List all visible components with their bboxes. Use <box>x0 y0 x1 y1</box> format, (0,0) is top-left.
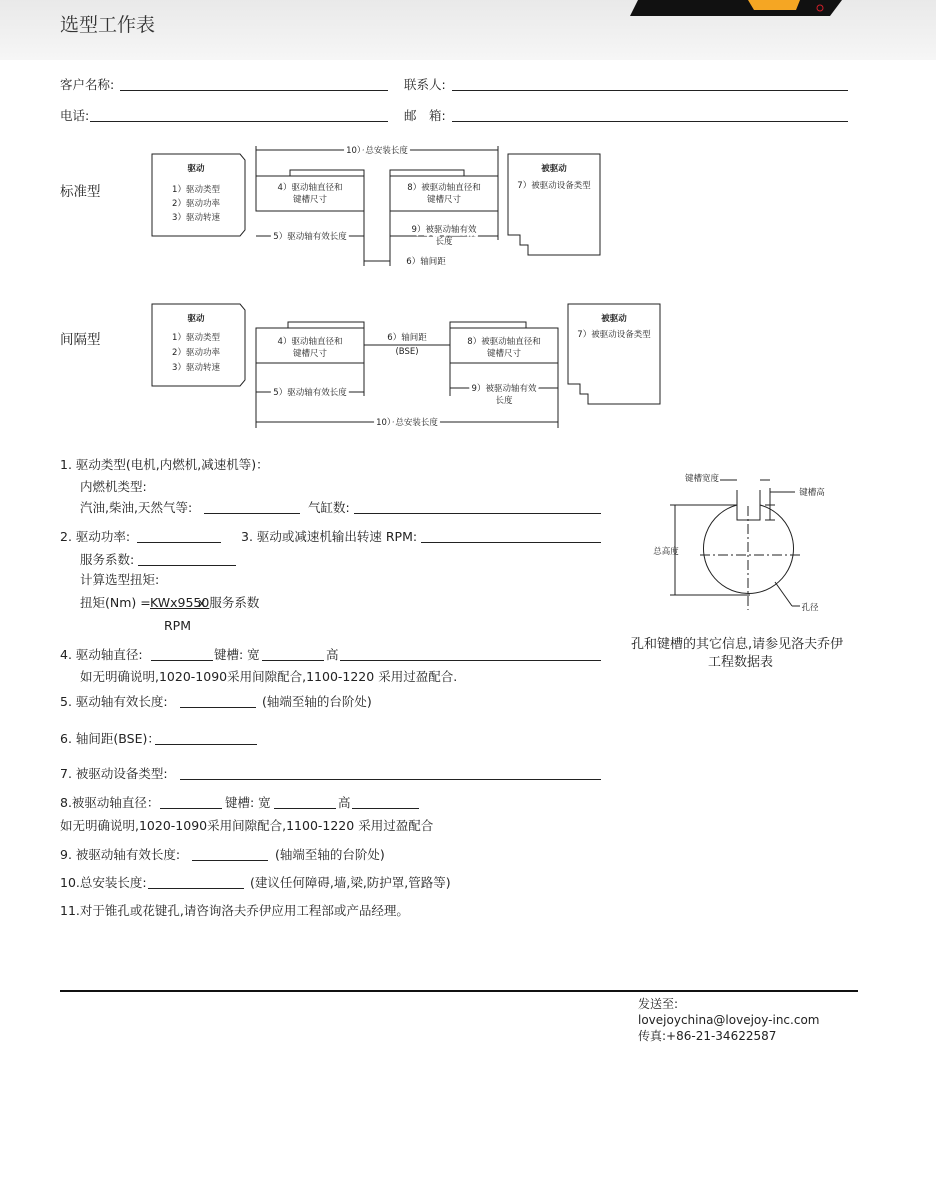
std-bore-driver: 4）驱动轴直径和 <box>277 183 343 193</box>
q3-label: 3. 驱动或减速机输出转速 RPM: <box>241 529 418 544</box>
torque-prefix: 扭矩(Nm) = <box>80 595 151 610</box>
customer-field[interactable] <box>120 90 388 91</box>
standard-type-diagram <box>140 140 620 270</box>
footer-divider <box>60 990 858 992</box>
std-driver-item: 1）驱动类型 <box>172 185 220 195</box>
driven-shaft-length-field[interactable] <box>192 860 268 861</box>
q11-label: 11.对于锥孔或花键孔,请咨询洛夫乔伊应用工程部或产品经理。 <box>60 903 409 918</box>
torque-formula: KWx9550 <box>150 595 210 610</box>
spc-gap: (BSE) <box>395 347 419 357</box>
q8-label: 8.被驱动轴直径： <box>60 795 160 810</box>
q4-key-label: 键槽: 宽 <box>214 647 260 662</box>
std-bore-driven: 8）被驱动轴直径和 <box>407 183 481 193</box>
q9-label: 9. 被驱动轴有效长度: <box>60 847 181 862</box>
spc-driver-item: 3）驱动转速 <box>172 363 220 373</box>
service-factor-label: 服务系数: <box>80 552 135 567</box>
driven-type-field[interactable] <box>180 779 601 780</box>
spc-bore-driver: 键槽尺寸 <box>292 349 328 359</box>
q10-note: (建议任何障碍,墙,梁,防护罩,管路等) <box>250 875 451 890</box>
standard-type-label: 标准型 <box>60 184 101 200</box>
bore-label: 孔径 <box>801 603 819 613</box>
send-to-label: 发送至: <box>638 997 679 1011</box>
q4-high-label: 高 <box>326 647 339 662</box>
email-field[interactable] <box>452 121 848 122</box>
contact-fax: 传真:+86-21-34622587 <box>638 1029 777 1043</box>
spc-driven-shaft-len: 9）被驱动轴有效 <box>471 384 537 394</box>
key-width-label: 键槽宽度 <box>684 474 720 484</box>
torque-rpm: RPM <box>164 618 192 633</box>
phone-label: 电话: <box>60 108 90 123</box>
page-title: 选型工作表 <box>60 14 156 36</box>
spc-driver-item: 1）驱动类型 <box>172 333 220 343</box>
std-driver-item: 2）驱动功率 <box>172 199 220 209</box>
spc-bore-driven: 键槽尺寸 <box>486 349 522 359</box>
std-driver-item: 3）驱动转速 <box>172 213 220 223</box>
phone-field[interactable] <box>90 121 388 122</box>
std-driven-shaft-len: 长度 <box>435 237 453 247</box>
spc-driven-title: 被驱动 <box>601 314 627 324</box>
std-bore-driven: 键槽尺寸 <box>426 195 462 205</box>
spc-total-len: 10）总安装长度 <box>376 418 438 428</box>
service-factor-field[interactable] <box>138 565 236 566</box>
power-field[interactable] <box>137 542 221 543</box>
q4-note: 如无明确说明,1020-1090采用间隙配合,1100-1220 采用过盈配合. <box>80 669 458 684</box>
key-height-label: 键槽高 <box>799 488 825 498</box>
customer-label: 客户名称: <box>60 77 115 92</box>
contact-label: 联系人: <box>404 77 446 92</box>
driven-keyway-height-field[interactable] <box>352 808 419 809</box>
driven-keyway-width-field[interactable] <box>274 808 336 809</box>
keyway-width-field[interactable] <box>262 660 324 661</box>
torque-suffix: x 服务系数 <box>198 595 260 610</box>
bore-keyway-diagram <box>640 470 840 620</box>
shaft-length-field[interactable] <box>180 707 256 708</box>
std-driven-title: 被驱动 <box>541 164 567 174</box>
total-length-field[interactable] <box>148 888 244 889</box>
q5-label: 5. 驱动轴有效长度: <box>60 694 168 709</box>
contact-email[interactable]: lovejoychina@lovejoy-inc.com <box>638 1013 820 1027</box>
q8-note: 如无明确说明,1020-1090采用间隙配合,1100-1220 采用过盈配合 <box>60 818 434 833</box>
cylinder-field[interactable] <box>354 513 601 514</box>
std-driven-shaft-len: 9）被驱动轴有效 <box>411 225 477 235</box>
std-total-len: 10）总安装长度 <box>346 146 408 156</box>
q2-label: 2. 驱动功率: <box>60 529 131 544</box>
q10-label: 10.总安装长度: <box>60 875 147 890</box>
spc-bore-driver: 4）驱动轴直径和 <box>277 337 343 347</box>
q7-label: 7. 被驱动设备类型: <box>60 766 168 781</box>
spacer-type-label: 间隔型 <box>60 332 101 348</box>
bse-field[interactable] <box>155 744 257 745</box>
bore-caption-line1: 孔和键槽的其它信息,请参见洛夫乔伊 <box>631 637 844 652</box>
q8-high-label: 高 <box>338 795 351 810</box>
driven-diameter-field[interactable] <box>160 808 222 809</box>
fuel-field[interactable] <box>204 513 300 514</box>
std-shaft-len: 5）驱动轴有效长度 <box>273 232 347 242</box>
lovejoy-logo <box>630 0 850 18</box>
std-driven-item: 7）被驱动设备类型 <box>517 181 591 191</box>
shaft-diameter-field[interactable] <box>151 660 213 661</box>
spc-gap: 6）轴间距 <box>387 333 427 343</box>
email-label: 邮 箱: <box>404 108 446 123</box>
bore-caption-line2: 工程数据表 <box>708 655 774 670</box>
q1-label: 1. 驱动类型(电机,内燃机,减速机等)： <box>60 457 269 472</box>
contact-field[interactable] <box>452 90 848 91</box>
q1-sub-label: 内燃机类型: <box>80 479 147 494</box>
q4-label: 4. 驱动轴直径: <box>60 647 143 662</box>
calc-torque-label: 计算选型扭矩: <box>80 572 160 587</box>
q1-cyl-label: 气缸数: <box>308 500 350 515</box>
spc-driven-item: 7）被驱动设备类型 <box>577 330 651 340</box>
q1-fuel-label: 汽油,柴油,天然气等: <box>80 500 193 515</box>
q5-note: (轴端至轴的台阶处) <box>262 694 372 709</box>
spc-bore-driven: 8）被驱动轴直径和 <box>467 337 541 347</box>
q8-key-label: 键槽: 宽 <box>225 795 271 810</box>
rpm-field[interactable] <box>421 542 601 543</box>
keyway-height-field[interactable] <box>340 660 601 661</box>
spc-driver-item: 2）驱动功率 <box>172 348 220 358</box>
q9-note: (轴端至轴的台阶处) <box>275 847 385 862</box>
q6-label: 6. 轴间距(BSE)： <box>60 731 160 746</box>
std-gap: 6）轴间距 <box>406 257 446 267</box>
spc-driven-shaft-len: 长度 <box>495 396 513 406</box>
total-height-label: 总高度 <box>653 547 679 557</box>
std-driver-title: 驱动 <box>187 164 205 174</box>
spc-driver-title: 驱动 <box>187 314 205 324</box>
std-bore-driver: 键槽尺寸 <box>292 195 328 205</box>
spacer-type-diagram <box>140 296 680 434</box>
spc-shaft-len: 5）驱动轴有效长度 <box>273 388 347 398</box>
